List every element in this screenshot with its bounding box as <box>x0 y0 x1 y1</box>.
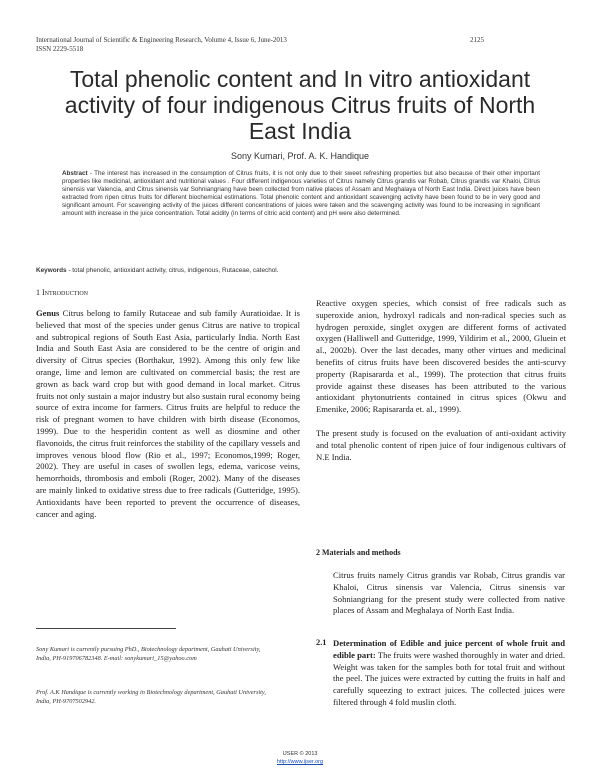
intro-paragraph-1 <box>36 308 300 520</box>
page-number: 2125 <box>470 36 484 44</box>
abstract <box>62 170 540 218</box>
keywords-text: - total phenolic, antioxidant activity, citrus, indigenous, Rutaceae, catechol. <box>66 267 279 274</box>
journal-header <box>36 36 287 54</box>
materials-heading: 2 Materials and methods <box>316 548 401 557</box>
copyright: IJSER © 2013 <box>282 751 318 757</box>
subsection-number: 2.1 <box>316 638 327 647</box>
issn: ISSN 2229-5518 <box>36 45 84 53</box>
footnote-rule <box>36 628 176 629</box>
journal-line: International Journal of Scientific & Engineering Research, Volume 4, Issue 6, June-2013 <box>36 36 287 44</box>
intro-lead-word: Genus <box>36 308 60 318</box>
subsection-heading: Determination of Edible and juice percent of whole fruit and edible part: <box>333 638 565 660</box>
keywords-label: Keywords <box>36 267 67 274</box>
footnote-author-2: Prof. A.K Handique is currently working in Biotechnology department, Gauhati University, India, PH-9707502942. <box>36 689 266 705</box>
journal-url-link[interactable]: http://www.ijser.org <box>276 759 324 765</box>
abstract-label: Abstract <box>62 170 88 177</box>
paper-title: Total phenolic content and In vitro antioxidant activity of four indigenous Citrus fruits of North East India <box>64 66 536 144</box>
intro-para1-text: Citrus belong to family Rutaceae and sub family Auratioidae. It is believed that most of the species under genus Citrus are native to tropical and subtropical regions of South East Asia, particularly India. North East India and South East Asia are considered to be the centre of origin and diversity of Citrus species (Borthakur, 1992). Among this only few like orange, lime and lemon are cultivated on commercial basis; the rest are grown as back ward crop but with good demand in local market. Citrus fruits not only sustain a major industry but also sustain rural economy being source of extra income for farmers. Citrus fruits are helpful to reduce the risk of pregnant women to have children with birth disease (Economos, 1999). Due to the hesperidin content as well as diosmine and other flavonoids, the citrus fruit reinforces the stability of the capillary vessels and improves venous blood flow (Rio et al., 1997; Economos,1999; Roger, 2002). They are useful in cases of swollen legs, edema, varicose veins, hemorrhoids, thrombosis and emboli (Roger, 2002). Many of the diseases are mainly linked to oxidative stress due to free radicals (Gutteridge, 1995). Antioxidants have been reported to prevent the occurrence of diseases, cancer and aging. <box>36 308 300 519</box>
intro-paragraph-3: The present study is focused on the evaluation of anti-oxidant activity and total phenolic content of ripen juice of four indigenous cultivars of N.E India. <box>316 427 566 462</box>
intro-heading: Introduction <box>42 288 88 297</box>
subsection-text: The fruits were washed thoroughly in water and dried. Weight was taken for the samples both for total fruit and without the peel. The juices were extracted by cutting the fruits in half and carefully squeezing to extract juices. The collected juices were filtered through 4 fold muslin cloth. <box>333 649 565 707</box>
abstract-text: - The interest has increased in the consumption of Citrus fruits, it is not only due to their sweet refreshing properties but also because of their other important properties like medicinal, antioxidant and nutritional values . Four different indigenous varieties of Citrus namely Citrus grandis var Robab, Citrus grandis var Khaloi, Citrus sinensis var Valencia, and Citrus sinensis var Sohniangriang have been collected from native places of Assam and Meghalaya of North East India. Direct juices have been extracted from ripen citrus fruits for different biochemical estimations. Total phenolic content and antioxidant scavenging activity have been found to be in very good and significant amount. For scavenging activity of the juices different concentrations of juices were taken and the scavenging activity was found to be increasing in significant amount with increase in the juice concentration. Total acidity (in terms of citric acid content) and pH were also determined. <box>62 170 540 217</box>
intro-paragraph-2: Reactive oxygen species, which consist of free radicals such as superoxide anion, hydroxyl radicals and non-radical species such as hydrogen peroxide, singlet oxygen are different forms of activated oxygen (Halliwell and Gutteridge, 1999, Yildirim et al., 2000, Gluein et al., 2002b). Over the last decades, many other virtues and medicinal benefits of citrus fruits have been discovered besides the anti-scurvy property (Rapisararda et al., 1999). The protection that citrus fruits provide against these diseases has been attributed to the various antioxidant phytonutrients contained in citrus spices (Okwu and Emenike, 2006; Rapisararda et. al., 1999). <box>316 298 566 415</box>
authors: Sony Kumari, Prof. A. K. Handique <box>230 151 370 161</box>
subsection-2-1 <box>333 638 565 709</box>
intro-right-column <box>316 298 566 463</box>
keywords <box>36 267 566 274</box>
introduction-heading <box>36 288 88 297</box>
intro-number: 1 <box>36 288 42 297</box>
footnote-author-1: Sony Kumari is currently pursuing PhD., Biotechnology department, Gauhati University, India, PH-919706782348. E-mail: sonykumari_15@yahoo.com <box>36 646 261 662</box>
materials-paragraph: Citrus fruits namely Citrus grandis var Robab, Citrus grandis var Khaloi, Citrus sinensis var Valencia, Citrus sinensis var Sohniangriang for the present study were collected from native places of Assam and Meghalaya of North East India. <box>333 570 565 616</box>
